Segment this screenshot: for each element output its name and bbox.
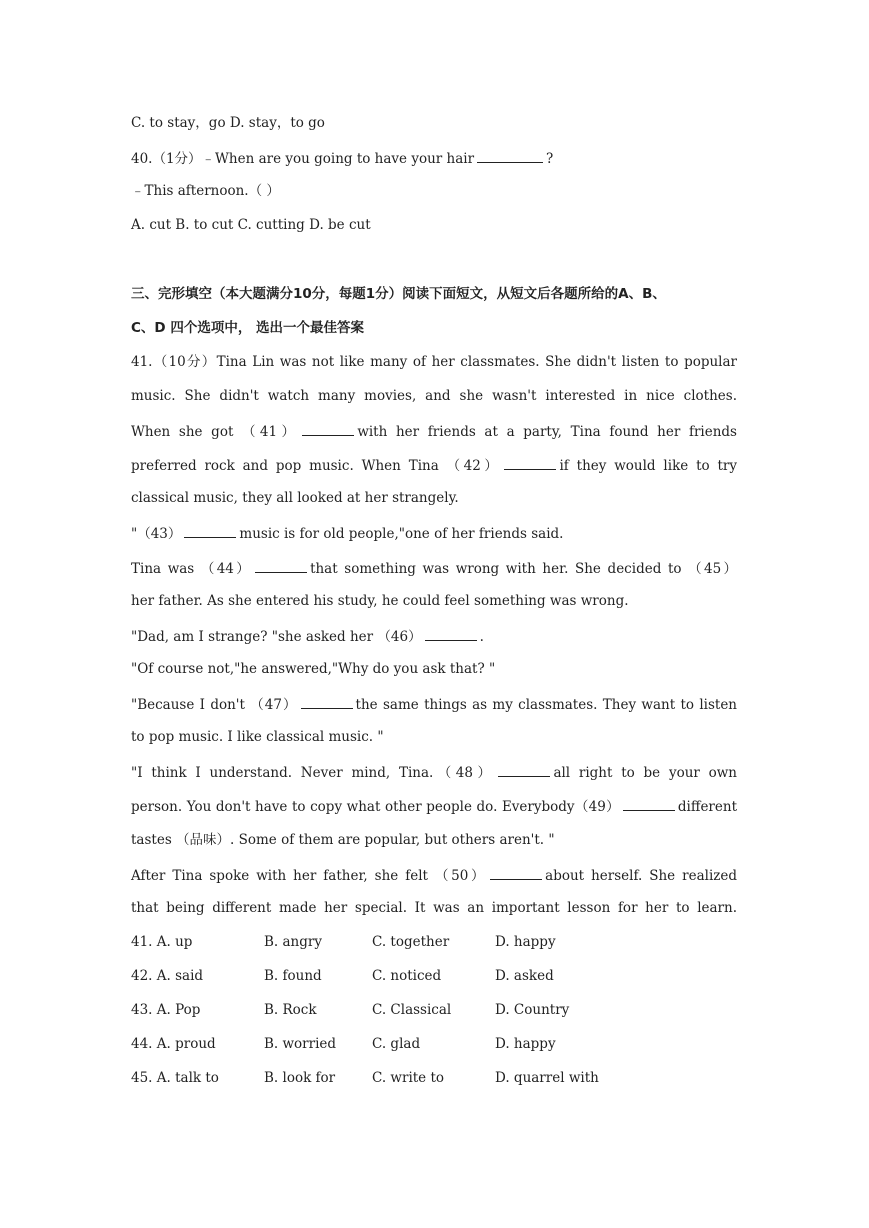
passage-text: if they would like to try [559,458,737,474]
passage-text: "I think I understand. Never mind, Tina.（48） [131,765,496,781]
choice-d: D. happy [495,1036,556,1052]
choice-b: B. Rock [264,1002,317,1018]
answer-blank [477,148,543,163]
passage-line: that being different made her special. It was an important lesson for her to learn. [131,900,737,916]
passage-line [131,558,737,578]
passage-line [131,421,737,441]
answer-blank-49 [623,796,675,811]
passage-text: Tina was （44） [131,561,253,577]
passage-text: After Tina spoke with her father, she felt （50） [131,868,488,884]
passage-text: with her friends at a party, Tina found her friends [357,424,737,440]
choice-a: 44. A. proud [131,1036,216,1052]
passage-line: "Of course not,"he answered,"Why do you ask that? " [131,661,496,677]
passage-text: "Dad, am I strange? "she asked her （46） [131,629,422,645]
passage-text: "Because I don't （47） [131,697,298,713]
passage-text: person. You don't have to copy what other people do. Everybody（49） [131,799,620,815]
choice-d: D. Country [495,1002,570,1018]
passage-line: music. She didn't watch many movies, and she wasn't interested in nice clothes. [131,388,737,404]
section3-heading-line1: 三、完形填空（本大题满分10分，每题1分）阅读下面短文，从短文后各题所给的A、B、 [131,286,666,302]
choice-c: C. together [372,934,450,950]
choice-c: C. write to [372,1070,445,1086]
answer-blank-50 [490,865,542,880]
choice-c: C. glad [372,1036,421,1052]
answer-blank-48 [498,762,550,777]
passage-line [131,865,737,885]
passage-line: tastes （品味）. Some of them are popular, but others aren't. " [131,832,555,848]
passage-text: different [677,799,737,815]
passage-line [131,626,737,646]
section3-heading-line2: C、D 四个选项中， 选出一个最佳答案 [131,320,365,336]
answer-blank-42 [504,455,556,470]
passage-text: When she got （41） [131,424,300,440]
q39-options: C. to stay，go D. stay，to go [131,115,325,131]
choice-c: C. noticed [372,968,442,984]
choice-d: D. happy [495,934,556,950]
passage-line [131,523,737,543]
passage-line: to pop music. I like classical music. " [131,729,384,745]
q40-stem-suffix: ? [546,151,554,167]
answer-blank-46 [425,626,477,641]
passage-text: preferred rock and pop music. When Tina （42） [131,458,502,474]
passage-line [131,796,737,816]
passage-line: 41.（10分）Tina Lin was not like many of her classmates. She didn't listen to popular [131,354,737,370]
choice-b: B. look for [264,1070,336,1086]
passage-text: "（43） [131,526,182,542]
passage-line [131,455,737,475]
answer-blank-41 [302,421,354,436]
passage-text: music is for old people,"one of her friends said. [239,526,564,542]
choice-d: D. quarrel with [495,1070,599,1086]
answer-blank-43 [184,523,236,538]
q40-reply: ﹣This afternoon.（ ） [131,183,280,199]
passage-text: that something was wrong with her. She decided to （45） [310,561,738,577]
choice-b: B. angry [264,934,322,950]
passage-text: all right to be your own [553,765,737,781]
choice-a: 43. A. Pop [131,1002,201,1018]
answer-blank-47 [301,694,353,709]
choice-a: 45. A. talk to [131,1070,219,1086]
passage-line [131,762,737,782]
passage-line [131,694,737,714]
passage-line: her father. As she entered his study, he could feel something was wrong. [131,593,629,609]
choice-d: D. asked [495,968,554,984]
choice-a: 42. A. said [131,968,204,984]
passage-text: about herself. She realized [545,868,738,884]
choice-a: 41. A. up [131,934,193,950]
q40-stem [131,148,737,168]
q40-stem-prefix: 40.（1分）﹣When are you going to have your hair [131,151,475,167]
passage-text: . [479,629,484,645]
passage-line: classical music, they all looked at her strangely. [131,490,459,506]
passage-text: the same things as my classmates. They want to listen [355,697,737,713]
q40-options: A. cut B. to cut C. cutting D. be cut [131,217,371,233]
choice-b: B. worried [264,1036,337,1052]
choice-c: C. Classical [372,1002,452,1018]
choice-b: B. found [264,968,322,984]
answer-blank-44 [255,558,307,573]
